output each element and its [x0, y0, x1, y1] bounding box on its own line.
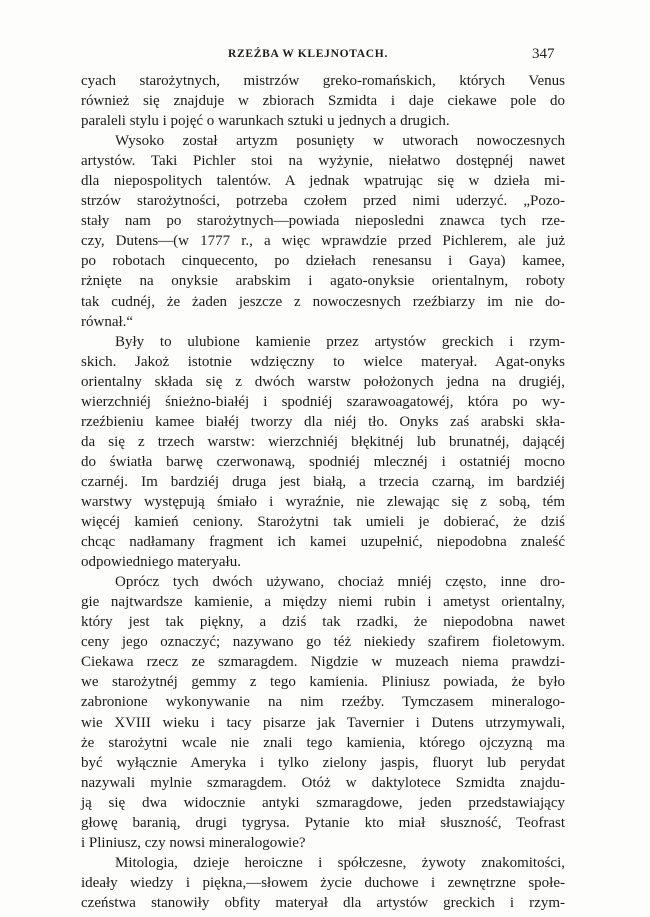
text-line: do światła barwę czerwonawą, spodniéj mlecznéj i ostatniéj mocno: [81, 453, 565, 470]
text-line: równał.“: [81, 313, 134, 330]
text-line: wie XVIII wieku i tacy pisarze jak Tavernier i Dutens utrzymywali,: [81, 714, 565, 731]
text-line: Były to ulubione kamienie przez artystów greckich i rzym-: [115, 333, 565, 350]
text-line: czeństwa stanowiły obfity materyał dla artystów greckich i rzym-: [81, 894, 565, 911]
text-line: skich. Jakoż istotnie wdzięczny to wielce materyał. Agat-onyks: [81, 353, 565, 370]
text-line: stały nam po starożytnych—powiada nieposledni znawca tych rze-: [81, 213, 565, 230]
text-line: Ciekawa rzecz ze szmaragdem. Nigdzie w muzeach niema prawdzi-: [81, 654, 565, 671]
paragraph: [81, 332, 565, 573]
text-line: orientalny składa się z dwóch warstw położonych jedna na drugiéj,: [81, 373, 565, 390]
text-line: więcéj kamień ceniony. Starożytni tak umieli je dobierać, że dziś: [81, 514, 565, 531]
text-line: artystów. Taki Pichler stoi na wyżynie, niełatwo dostępnéj nawet: [81, 153, 565, 170]
text-line: być wyłącznie Ameryka i tylko zielony jaspis, fluoryt lub perydat: [81, 754, 565, 771]
page-header: [0, 44, 650, 66]
text-line: wierzchniéj śnieżno-białéj i spodniéj szarawoagatowéj, która po wy-: [81, 393, 565, 410]
text-line: głowę baranią, drugi tygrysa. Pytanie kto miał słuszność, Teofrast: [81, 814, 565, 831]
text-line: po robotach cinquecento, po dziełach renesansu i Gaya) kamee,: [81, 253, 565, 270]
text-line: odpowiedniego materyału.: [81, 554, 241, 571]
page-number: 347: [532, 46, 555, 62]
paragraph: [81, 572, 565, 853]
text-line: dla niepospolitych talentów. A jednak wpatrując się w dzieła mi-: [81, 173, 565, 190]
text-line: zabronione wykonywanie na nim rzeźby. Tymczasem mineralogo-: [81, 694, 565, 711]
text-line: da się z trzech warstw: wierzchniéj błękitnéj lub brunatnéj, dającéj: [81, 433, 565, 450]
text-line: rżnięte na onyksie arabskim i agato-onyksie orientalnym, roboty: [81, 273, 565, 290]
text-line: ideały wiedzy i piękna,—słowem życie duchowe i zewnętrzne społe-: [81, 874, 565, 891]
text-line: chcąc nadłamany fragment ich kamei uzupełnić, niepodobna znaleść: [81, 534, 565, 551]
text-line: strzów starożytności, potrzeba czołem przed nimi uderzyć. „Pozo-: [81, 193, 565, 210]
text-line: również się znajduje w zbiorach Szmidta i daje ciekawe pole do: [81, 93, 565, 110]
paragraph: [81, 853, 565, 913]
text-line: Oprócz tych dwóch używano, chociaż mniéj często, inne dro-: [115, 574, 565, 591]
text-line: że starożytni wcale nie znali tego kamienia, którego ojczyzną ma: [81, 734, 565, 751]
page-body-text: [81, 71, 565, 913]
text-line: który jest tak piękny, a dziś tak rzadki, że niepodobna nawet: [81, 614, 565, 631]
text-line: ją się dwa widocznie antyki szmaragdowe, jeden przedstawiający: [81, 794, 565, 811]
paragraph: [81, 131, 565, 331]
text-line: warstwy występują śmiało i wyraźnie, nie zlewając się z sobą, tém: [81, 493, 565, 510]
paragraph: [81, 71, 565, 131]
text-line: czarnéj. Im bardziéj druga jest białą, a trzecia czarną, im bardziéj: [81, 473, 565, 490]
text-line: cyach starożytnych, mistrzów greko-romańskich, których Venus: [81, 73, 565, 89]
text-line: paraleli stylu i pojęć o warunkach sztuki u jednych a drugich.: [81, 113, 450, 130]
text-line: rzeźbieniu kamee białéj tworzy dla niéj tło. Onyks zaś arabski skła-: [81, 413, 565, 430]
text-line: Mitologia, dzieje heroiczne i spółczesne, żywoty znakomitości,: [115, 854, 565, 871]
text-line: we starożytnéj gemmy z tego kamienia. Pliniusz powiada, że było: [81, 674, 565, 691]
text-line: tak cudnéj, że żaden jeszcze z nowoczesnych rzeźbiarzy im nie do-: [81, 293, 565, 310]
text-line: i Pliniusz, czy nowsi mineralogowie?: [81, 834, 306, 851]
text-line: gie najtwardsze kamienie, a między niemi rubin i ametyst orientalny,: [81, 594, 565, 611]
running-head-title: RZEŹBA W KLEJNOTACH.: [228, 48, 389, 60]
text-line: Wysoko został artyzm posunięty w utworach nowoczesnych: [115, 133, 565, 150]
text-line: ceny jego oznaczyć; nazywano go téż niekiedy szafirem fioletowym.: [81, 634, 565, 651]
text-line: czy, Dutens—(w 1777 r., a więc wprawdzie przed Pichlerem, ale już: [81, 233, 565, 250]
text-line: nazywali mylnie szmaragdem. Otóż w daktylotece Szmidta znajdu-: [81, 774, 565, 791]
